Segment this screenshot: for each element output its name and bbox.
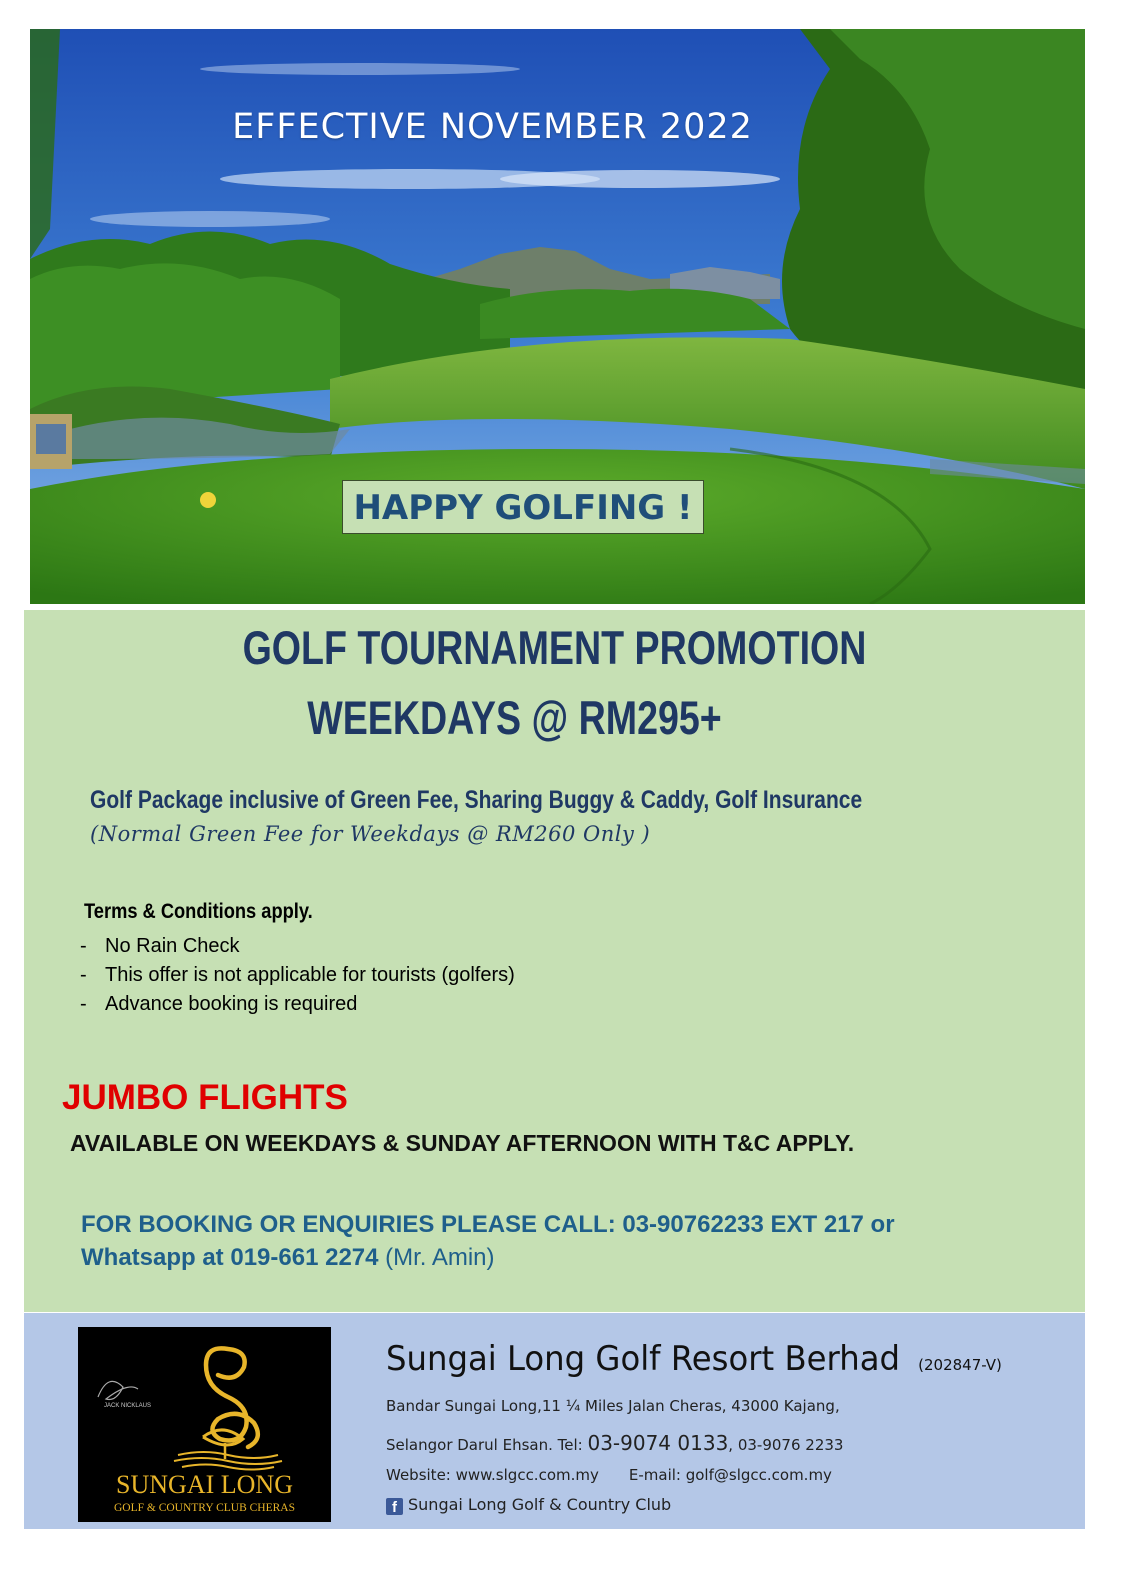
terms-item: - Advance booking is required	[80, 993, 358, 1015]
promo-price: WEEKDAYS @ RM295+	[307, 691, 722, 744]
happy-golfing-badge: HAPPY GOLFING !	[342, 480, 704, 534]
promo-section	[24, 610, 1085, 1312]
footer-section	[24, 1313, 1085, 1529]
facebook-icon: f	[386, 1498, 403, 1515]
terms-item: - No Rain Check	[80, 935, 240, 957]
jack-nicklaus-caption: JACK NICKLAUS	[104, 1403, 152, 1409]
hero-photo	[30, 29, 1085, 604]
booking-phone-line: FOR BOOKING OR ENQUIRIES PLEASE CALL: 03-90762233 EXT 217 or	[81, 1211, 895, 1238]
sungai-long-logo-icon	[78, 1327, 331, 1522]
booking-whatsapp-line: Whatsapp at 019-661 2274 (Mr. Amin)	[81, 1244, 495, 1271]
contact-person: (Mr. Amin)	[378, 1244, 495, 1271]
web-email-line	[386, 1466, 832, 1484]
email-link[interactable]: E-mail: golf@slgcc.com.my	[628, 1466, 832, 1484]
terms-list	[80, 932, 515, 1019]
promo-title: GOLF TOURNAMENT PROMOTION	[242, 621, 867, 674]
address-line-1: Bandar Sungai Long,11 ¼ Miles Jalan Cheras, 43000 Kajang,	[386, 1397, 840, 1415]
booking-contact	[81, 1208, 895, 1274]
package-description: Golf Package inclusive of Green Fee, Sharing Buggy & Caddy, Golf Insurance	[90, 786, 863, 814]
company-reg-no: (202847-V)	[918, 1356, 1002, 1374]
effective-date: EFFECTIVE NOVEMBER 2022	[232, 107, 753, 147]
logo-subtitle: GOLF & COUNTRY CLUB CHERAS	[113, 1502, 296, 1514]
address-line-2: Selangor Darul Ehsan. Tel: 03-9074 0133, 03-9076 2233	[386, 1431, 844, 1455]
jumbo-flights-title: JUMBO FLIGHTS	[62, 1078, 348, 1117]
alt-telephone[interactable]: , 03-9076 2233	[728, 1436, 844, 1454]
club-logo	[78, 1327, 331, 1522]
jumbo-availability: AVAILABLE ON WEEKDAYS & SUNDAY AFTERNOON WITH T&C APPLY.	[70, 1130, 855, 1156]
terms-item: - This offer is not applicable for tourists (golfers)	[80, 964, 515, 986]
logo-name: SUNGAI LONG	[116, 1470, 293, 1499]
main-telephone[interactable]: 03-9074 0133	[587, 1431, 729, 1455]
facebook-line[interactable]	[386, 1495, 671, 1515]
company-name-row	[386, 1339, 1002, 1379]
terms-title: Terms & Conditions apply.	[84, 900, 313, 923]
facebook-page-name[interactable]: Sungai Long Golf & Country Club	[408, 1495, 672, 1514]
company-name: Sungai Long Golf Resort Berhad	[386, 1339, 900, 1379]
website-link[interactable]: Website: www.slgcc.com.my	[386, 1466, 599, 1484]
normal-green-fee: (Normal Green Fee for Weekdays @ RM260 Only )	[90, 822, 651, 846]
